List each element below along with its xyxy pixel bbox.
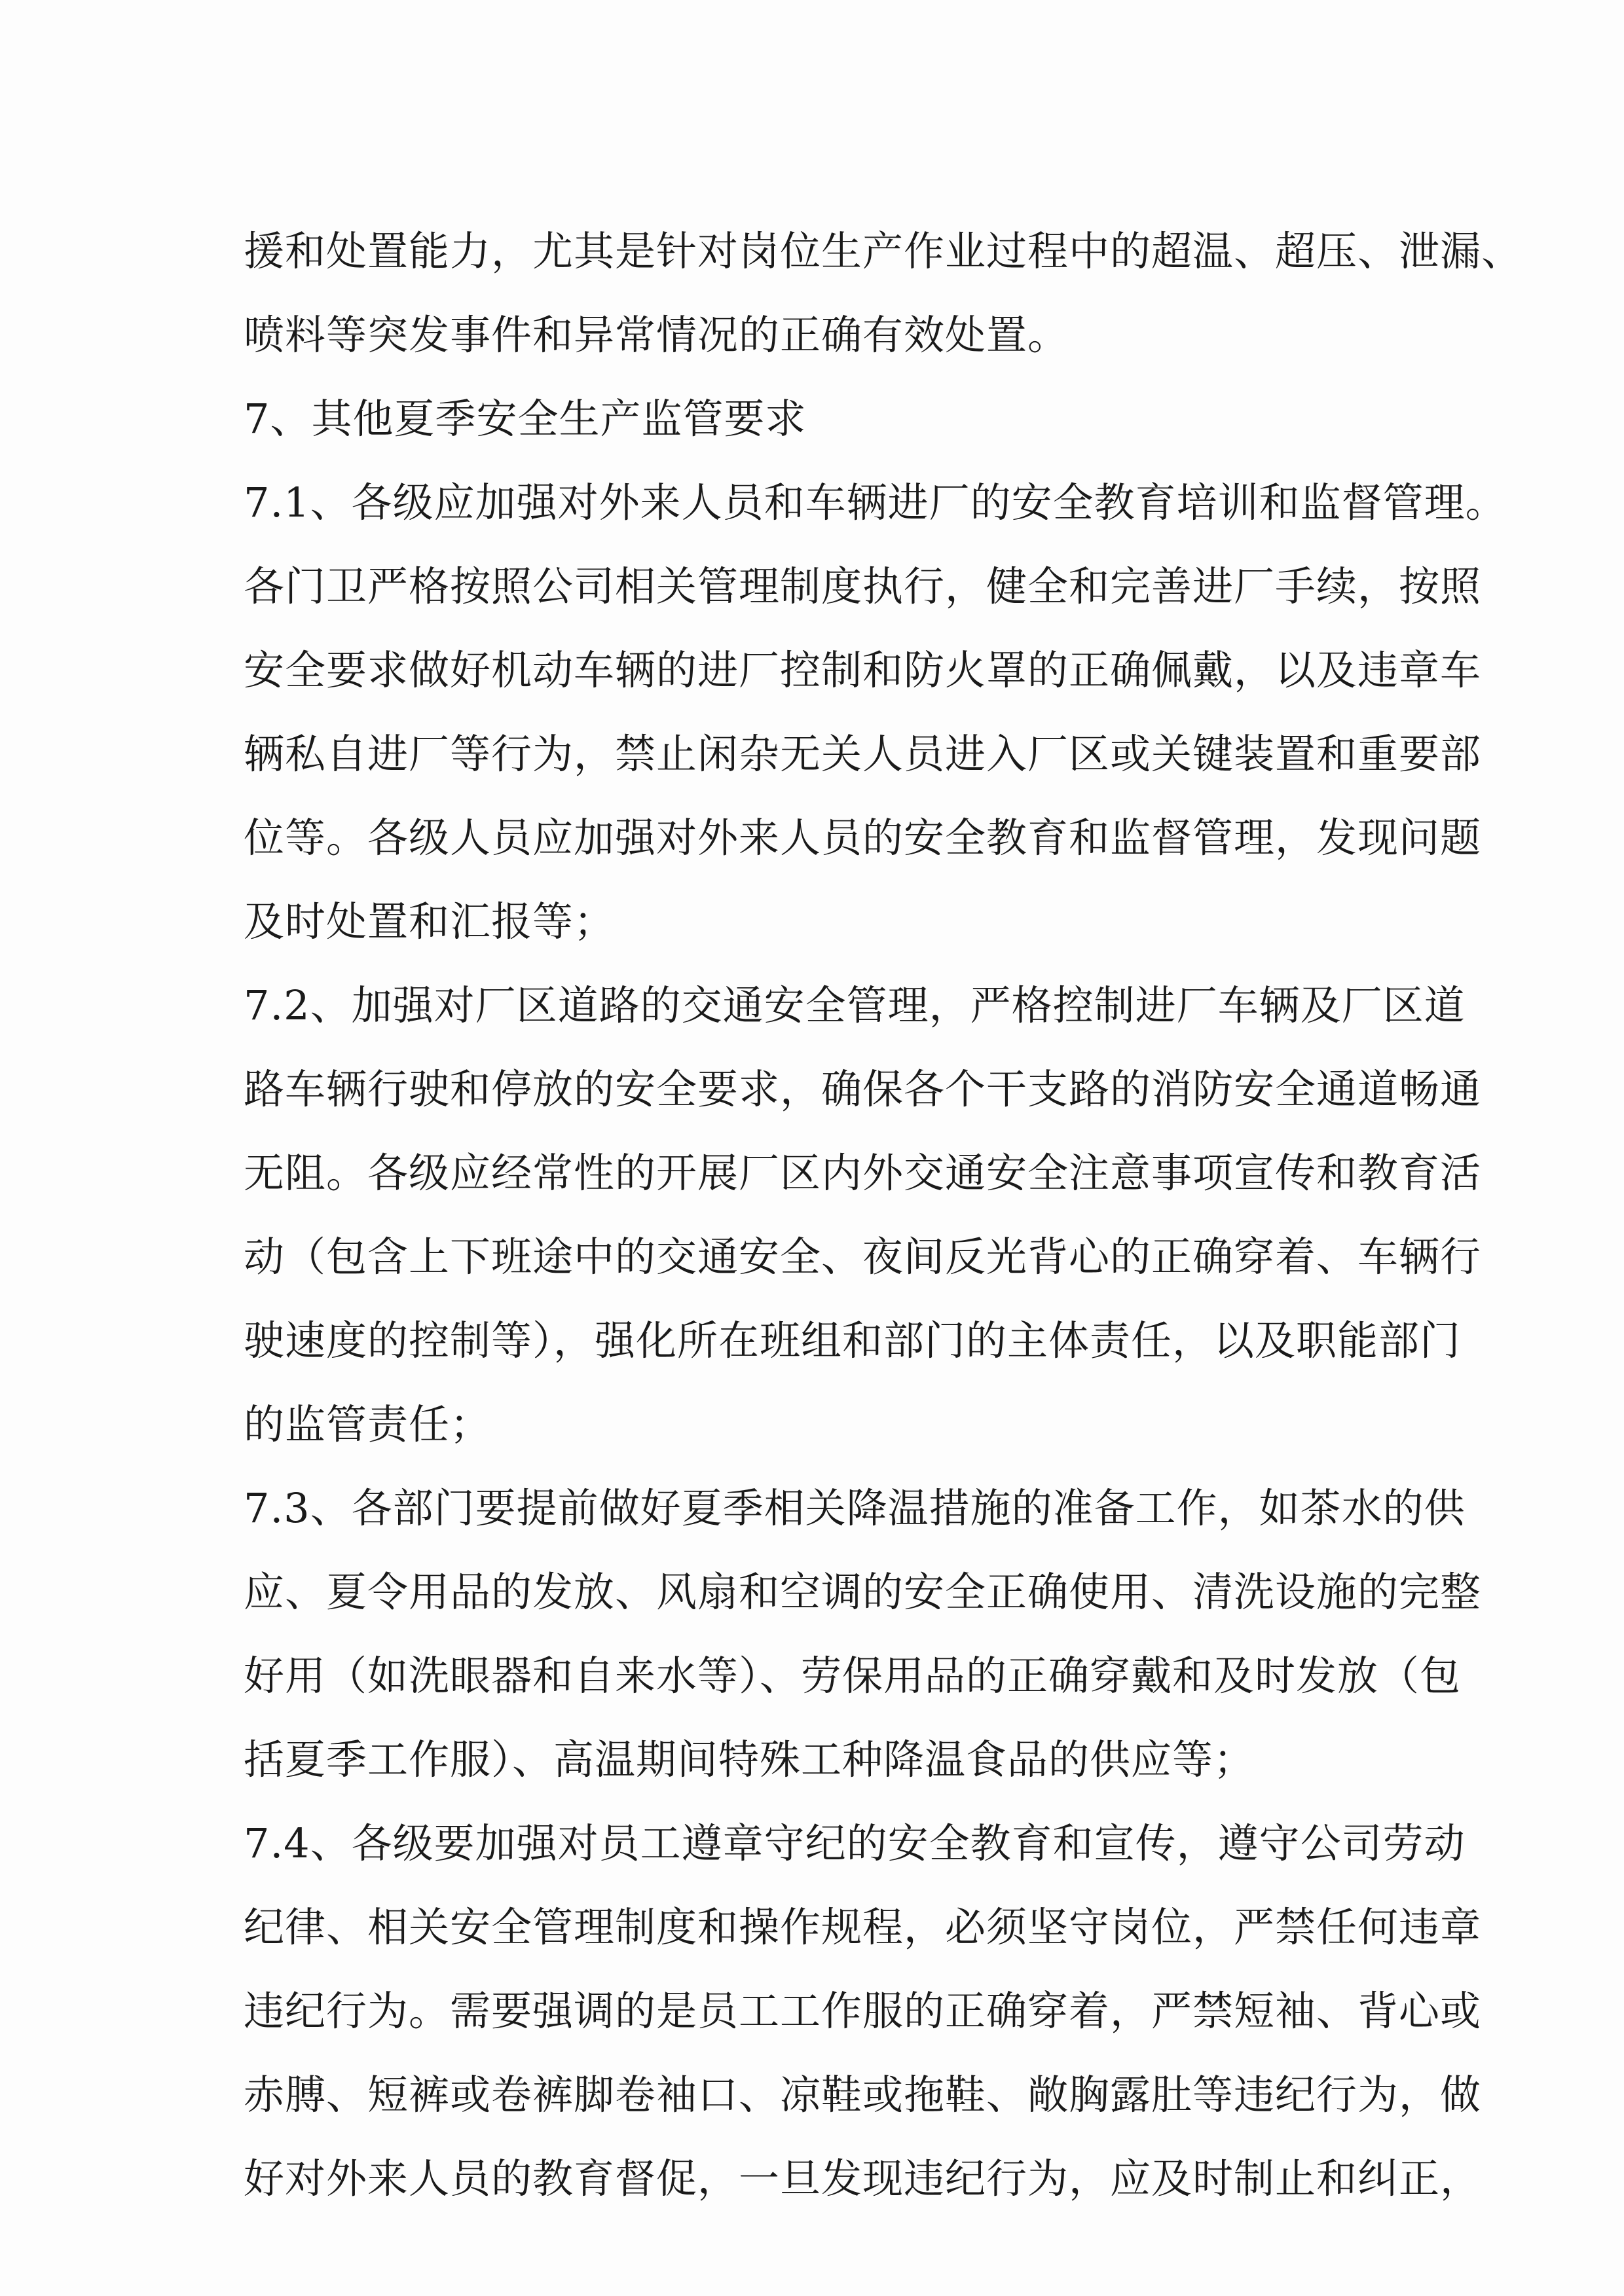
text-line: 7.3、各部门要提前做好夏季相关降温措施的准备工作，如茶水的供	[244, 1484, 1466, 1532]
text-line: 违纪行为。需要强调的是员工工作服的正确穿着，严禁短袖、背心或	[244, 1987, 1482, 2035]
text-line: 括夏季工作服）、高温期间特殊工种降温食品的供应等；	[244, 1736, 1255, 1783]
text-line: 动（包含上下班途中的交通安全、夜间反光背心的正确穿着、车辆行	[244, 1233, 1482, 1281]
text-line: 好用（如洗眼器和自来水等）、劳保用品的正确穿戴和及时发放（包	[244, 1652, 1462, 1700]
text-line: 辆私自进厂等行为，禁止闲杂无关人员进入厂区或关键装置和重要部	[244, 730, 1482, 778]
text-line: 喷料等突发事件和异常情况的正确有效处置。	[244, 311, 1069, 359]
text-line: 无阻。各级应经常性的开展厂区内外交通安全注意事项宣传和教育活	[244, 1149, 1482, 1197]
text-line: 应、夏令用品的发放、风扇和空调的安全正确使用、清洗设施的完整	[244, 1568, 1482, 1616]
text-line: 纪律、相关安全管理制度和操作规程，必须坚守岗位，严禁任何违章	[244, 1903, 1482, 1951]
text-line: 各门卫严格按照公司相关管理制度执行，健全和完善进厂手续，按照	[244, 562, 1482, 610]
text-line: 7.1、各级应加强对外来人员和车辆进厂的安全教育培训和监督管理。	[244, 479, 1507, 526]
text-line: 驶速度的控制等），强化所在班组和部门的主体责任，以及职能部门	[244, 1317, 1462, 1364]
text-line: 路车辆行驶和停放的安全要求，确保各个干支路的消防安全通道畅通	[244, 1065, 1482, 1113]
text-line: 援和处置能力，尤其是针对岗位生产作业过程中的超温、超压、泄漏、	[244, 227, 1523, 275]
text-line: 的监管责任；	[244, 1400, 492, 1448]
text-line: 及时处置和汇报等；	[244, 898, 616, 945]
text-line: 7.2、加强对厂区道路的交通安全管理，严格控制进厂车辆及厂区道	[244, 981, 1466, 1029]
text-line: 位等。各级人员应加强对外来人员的安全教育和监督管理，发现问题	[244, 814, 1482, 862]
text-line: 赤膊、短裤或卷裤脚卷袖口、凉鞋或拖鞋、敞胸露肚等违纪行为，做	[244, 2071, 1482, 2119]
section-heading: 7、其他夏季安全生产监管要求	[244, 395, 807, 443]
text-line: 7.4、各级要加强对员工遵章守纪的安全教育和宣传，遵守公司劳动	[244, 1819, 1466, 1867]
text-line: 安全要求做好机动车辆的进厂控制和防火罩的正确佩戴，以及违章车	[244, 646, 1482, 694]
text-line: 好对外来人员的教育督促，一旦发现违纪行为，应及时制止和纠正，	[244, 2155, 1482, 2202]
document-body	[244, 210, 1523, 2221]
